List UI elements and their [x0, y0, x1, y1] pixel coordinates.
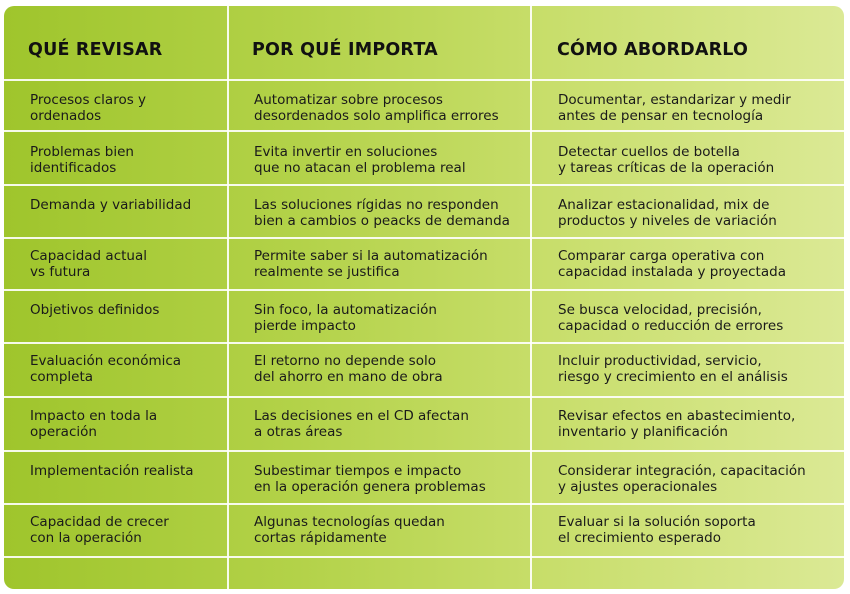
- table-cell: Documentar, estandarizar y medir antes de pensar en tecnología: [558, 92, 791, 124]
- table-cell: Incluir productividad, servicio, riesgo y crecimiento en el análisis: [558, 353, 788, 385]
- table-cell: Las soluciones rígidas no responden bien a cambios o peacks de demanda: [254, 197, 510, 229]
- row-divider: [4, 503, 844, 505]
- table-cell: Impacto en toda la operación: [30, 408, 158, 440]
- table-cell: Detectar cuellos de botella y tareas críticas de la operación: [558, 144, 775, 176]
- header-por-que-importa: POR QUÉ IMPORTA: [252, 40, 438, 60]
- row-divider: [4, 396, 844, 398]
- row-divider: [4, 184, 844, 186]
- row-divider: [4, 79, 844, 81]
- table-cell: Analizar estacionalidad, mix de productos y niveles de variación: [558, 197, 777, 229]
- row-divider: [4, 130, 844, 132]
- table-cell: Procesos claros y ordenados: [30, 92, 147, 124]
- row-divider: [4, 450, 844, 452]
- comparison-table: [4, 6, 844, 589]
- table-cell: Se busca velocidad, precisión, capacidad o reducción de errores: [558, 302, 784, 334]
- table-cell: Las decisiones en el CD afectan a otras áreas: [254, 408, 469, 440]
- table-cell: Evaluar si la solución soporta el crecimiento esperado: [558, 514, 756, 546]
- row-divider: [4, 289, 844, 291]
- table-cell: Automatizar sobre procesos desordenados solo amplifica errores: [254, 92, 499, 124]
- row-divider: [4, 342, 844, 344]
- header-como-abordarlo: CÓMO ABORDARLO: [557, 40, 749, 60]
- row-divider: [4, 556, 844, 558]
- header-que-revisar: QUÉ REVISAR: [28, 40, 163, 60]
- column-divider: [227, 6, 229, 589]
- table-cell: Objetivos definidos: [30, 302, 160, 318]
- table-cell: El retorno no depende solo del ahorro en mano de obra: [254, 353, 443, 385]
- table-cell: Evaluación económica completa: [30, 353, 182, 385]
- table-cell: Implementación realista: [30, 463, 194, 479]
- table-cell: Sin foco, la automatización pierde impacto: [254, 302, 437, 334]
- table-cell: Evita invertir en soluciones que no atacan el problema real: [254, 144, 466, 176]
- row-divider: [4, 237, 844, 239]
- table-cell: Capacidad actual vs futura: [30, 248, 147, 280]
- table-cell: Permite saber si la automatización realmente se justifica: [254, 248, 488, 280]
- table-cell: Comparar carga operativa con capacidad instalada y proyectada: [558, 248, 786, 280]
- table-cell: Problemas bien identificados: [30, 144, 134, 176]
- table-cell: Algunas tecnologías quedan cortas rápidamente: [254, 514, 445, 546]
- table-cell: Capacidad de crecer con la operación: [30, 514, 169, 546]
- table-cell: Considerar integración, capacitación y ajustes operacionales: [558, 463, 806, 495]
- table-cell: Revisar efectos en abastecimiento, inventario y planificación: [558, 408, 796, 440]
- table-cell: Demanda y variabilidad: [30, 197, 192, 213]
- table-cell: Subestimar tiempos e impacto en la operación genera problemas: [254, 463, 486, 495]
- column-divider: [530, 6, 532, 589]
